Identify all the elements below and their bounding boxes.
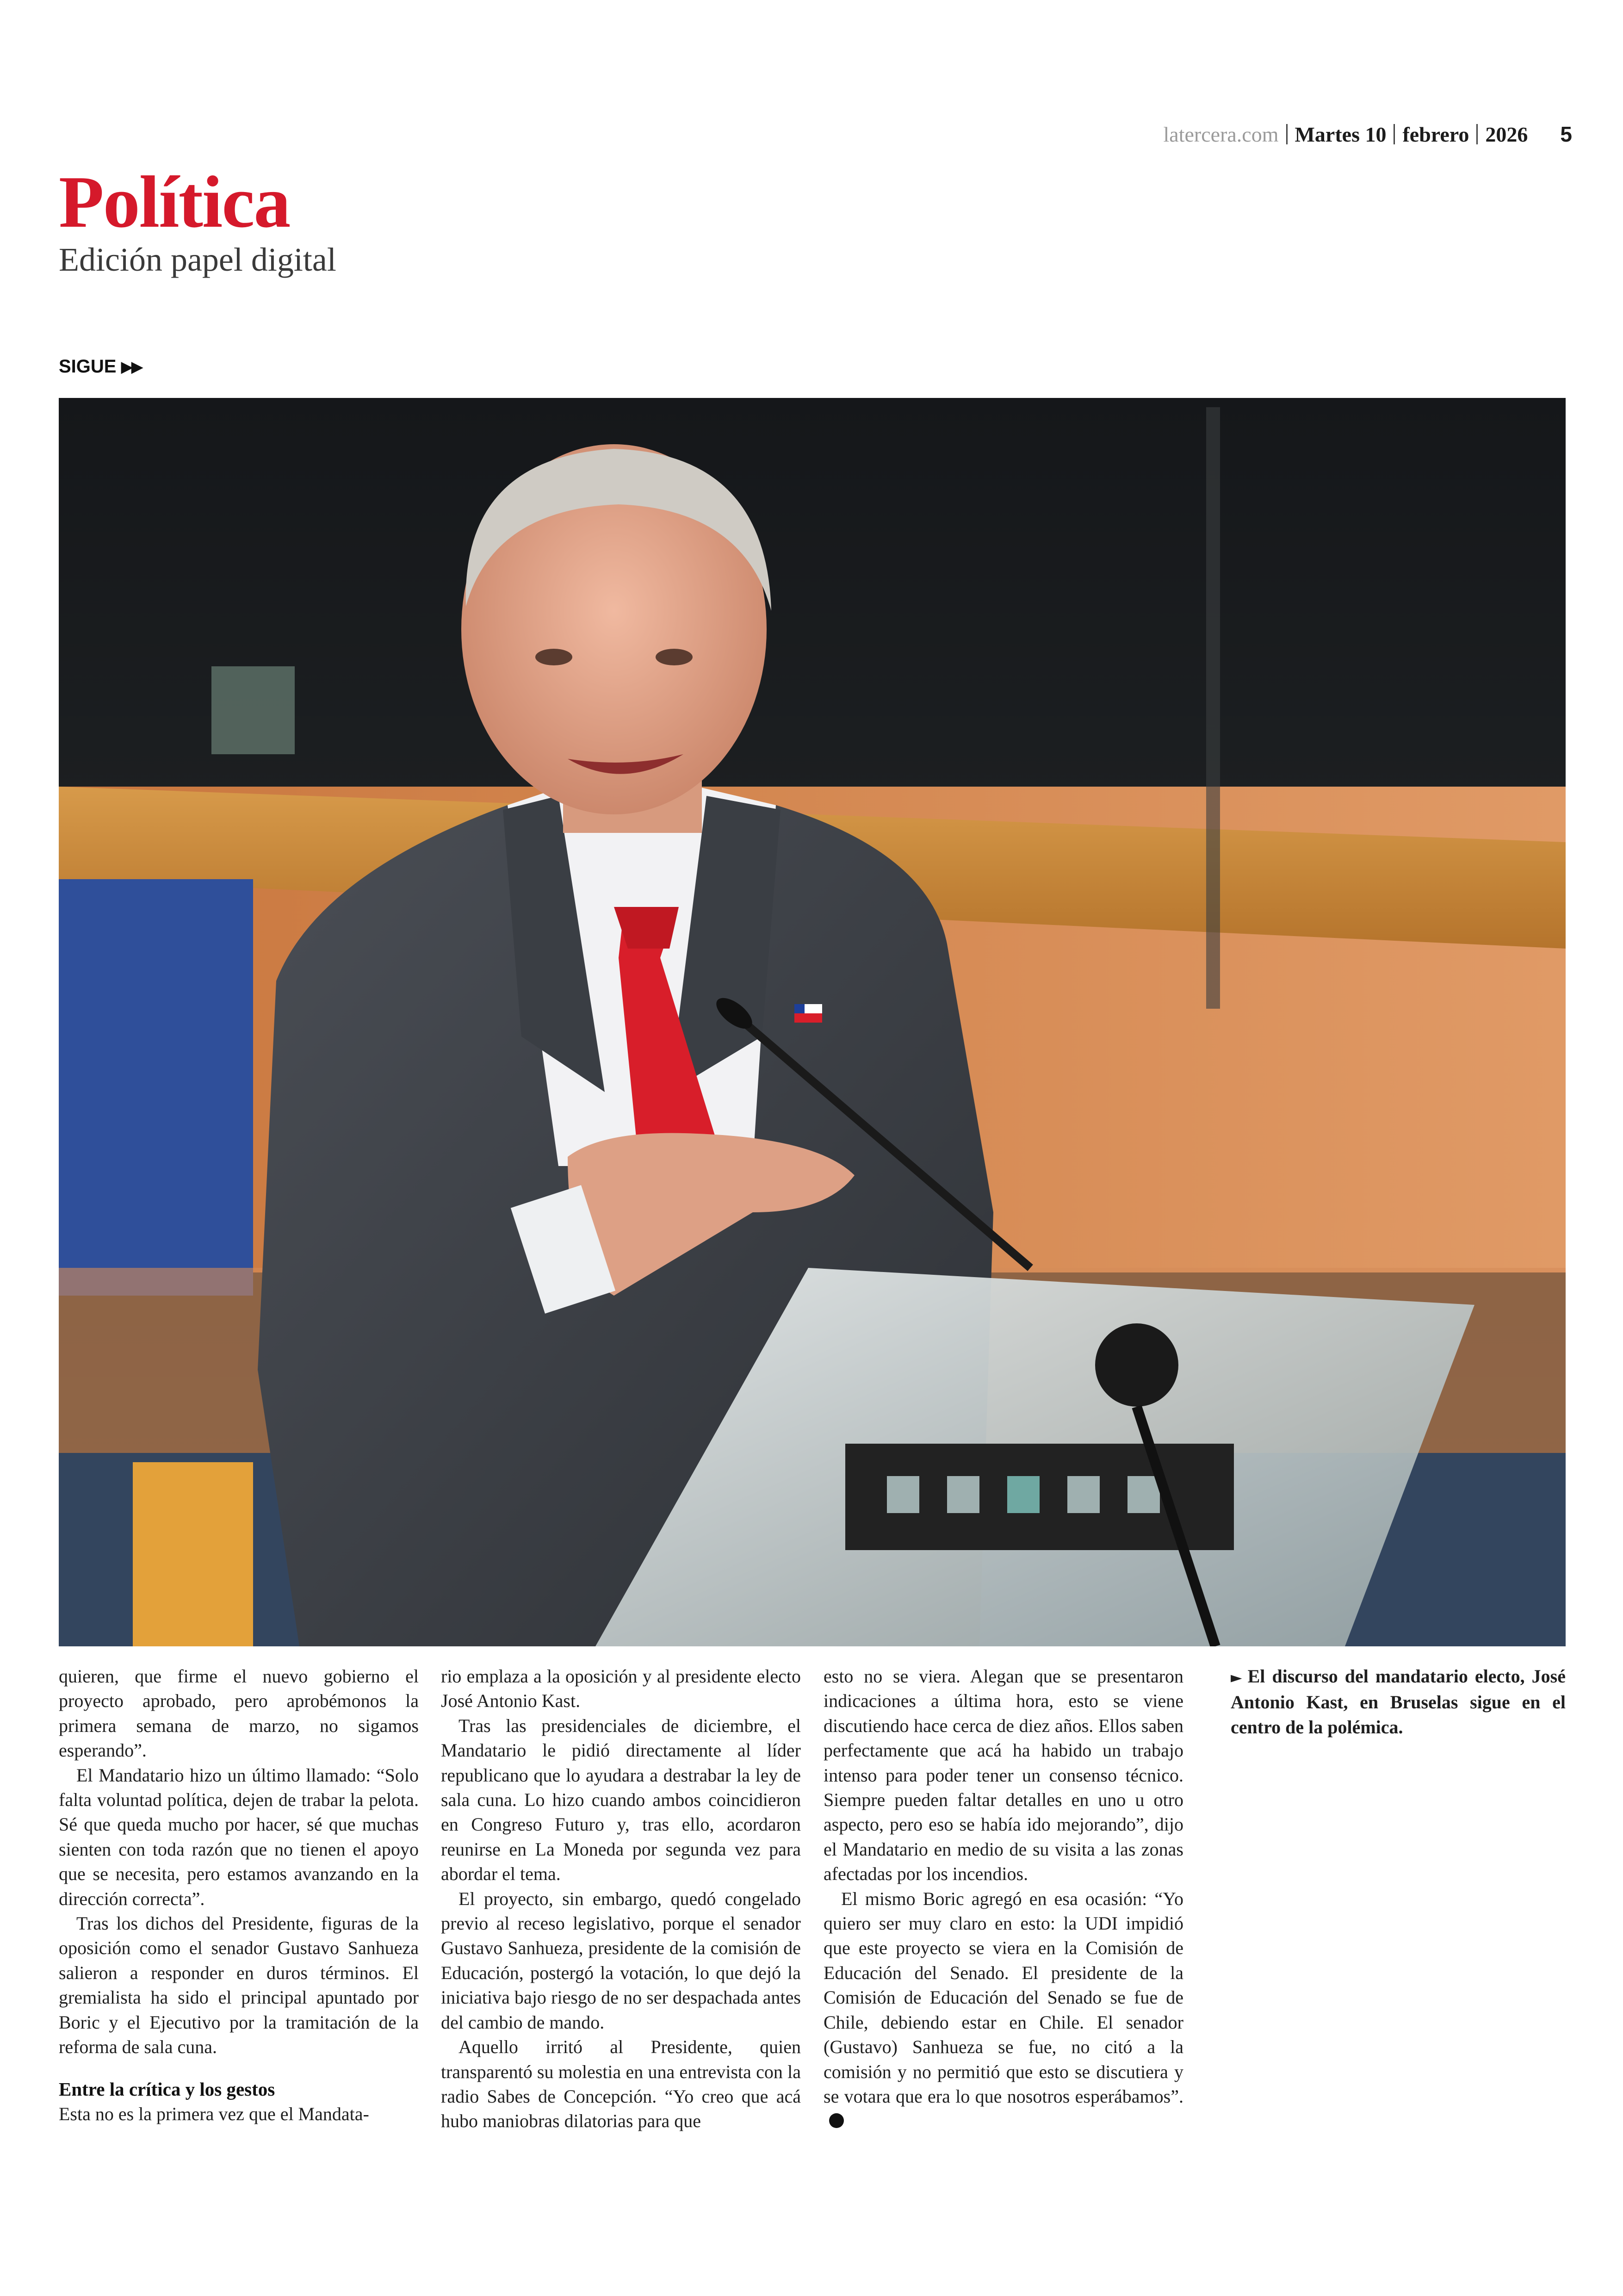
lead-photo (59, 398, 1566, 1646)
lectern-button-3 (1007, 1476, 1040, 1513)
paragraph-text: El mismo Boric agregó en esa ocasión: “Yo quiero ser muy claro en esto: la UDI impidió que este proyecto se viera en la Comisión de Educación del Senado. El presidente de la Comisión de Educación del Senado se fue de Chile, debiendo estar en Chile. El senador (Gustavo) Sanhueza se fue, no citó a la comisión y no permitió que esto se discutiera y se votara que era lo que nosotros esperábamos”. (824, 1888, 1183, 2107)
double-arrow-icon: ▶▶ (121, 358, 142, 376)
section-subtitle: Edición papel digital (59, 241, 336, 278)
end-of-article-icon (829, 2113, 844, 2128)
lectern-button-4 (1067, 1476, 1100, 1513)
caption-arrow-icon: ► (1231, 1669, 1242, 1686)
background-yellow-seat (133, 1462, 253, 1646)
paragraph: Tras las presidenciales de diciembre, el Mandatario le pidió directamente al líder republicano que lo ayudara a destrabar la ley de sala cuna. Lo hizo cuando ambos coincidieron en Congreso Futuro y, tras ello, acordaron reunirse en La Moneda por segunda vez para abordar el tema. (441, 1715, 801, 1885)
folio-divider (1286, 124, 1288, 144)
page-folio (1164, 121, 1572, 145)
flag-pin-blue (794, 1004, 805, 1013)
speaker-illustration (59, 398, 1566, 1646)
paragraph: Aquello irritó al Presidente, quien transparentó su molestia en una entrevista con la radio Sabes de Concepción. “Yo creo que acá hubo maniobras dilatorias para que (441, 2036, 801, 2132)
date-day: Martes 10 (1295, 123, 1387, 146)
microphone-base (1095, 1323, 1178, 1407)
paragraph: El proyecto, sin embargo, quedó congelado previo al receso legislativo, porque el senador Gustavo Sanhueza, presidente de la comisión de Educación, postergó la votación, lo que dejó la iniciativa bajo riesgo de no ser despachada antes del cambio de mando. (441, 1888, 801, 2033)
date-month: febrero (1402, 123, 1469, 146)
folio-divider (1476, 124, 1478, 144)
continue-marker (59, 356, 142, 377)
folio-divider (1394, 124, 1395, 144)
caption-text: El discurso del mandatario electo, José Antonio Kast, en Bruselas sigue en el centro de la polémica. (1231, 1666, 1566, 1738)
background-column (1206, 407, 1220, 1009)
paragraph: El Mandatario hizo un último llamado: “Solo falta voluntad política, dejen de trabar la pelota. Sé que queda mucho por hacer, sé que muchas sienten con toda razón que no tienen el apoyo que se necesita, pero estamos avanzando en la dirección correcta”. (59, 1764, 419, 1909)
paragraph: esto no se viera. Alegan que se presentaron indicaciones a última hora, esto se viene discutiendo hace cerca de diez años. Ellos saben perfectamente que acá ha habido un trabajo intenso para poder tener un consenso técnico. Siempre pueden faltar detalles en uno u otro aspecto, pero eso se había ido mejorando”, dijo el Mandatario en medio de su visita a las zonas afectadas por los incendios. (824, 1666, 1183, 1885)
right-eye (656, 649, 693, 665)
paragraph: quieren, que firme el nuevo gobierno el proyecto aprobado, pero aprobémonos la primera semana de marzo, no sigamos esperando”. (59, 1666, 419, 1761)
photo-caption (1231, 1664, 1566, 1739)
lectern-button-1 (887, 1476, 919, 1513)
date-year: 2026 (1485, 123, 1528, 146)
background-blue-panel (59, 879, 253, 1296)
article-column-2 (441, 1664, 801, 2134)
left-eye (535, 649, 572, 665)
paragraph: rio emplaza a la oposición y al presidente electo José Antonio Kast. (441, 1666, 801, 1712)
lectern-button-2 (947, 1476, 979, 1513)
article-subhead: Entre la crítica y los gestos (59, 2078, 275, 2100)
flag-pin-red (794, 1013, 822, 1023)
article-column-3 (824, 1664, 1183, 2134)
exit-sign (211, 666, 295, 754)
article-column-1 (59, 1664, 419, 2126)
paragraph (824, 1886, 1183, 2134)
site-url[interactable]: latercera.com (1163, 123, 1279, 146)
page-number: 5 (1560, 122, 1572, 146)
section-title: Política (59, 161, 290, 243)
lectern-button-5 (1127, 1476, 1160, 1513)
paragraph: Tras los dichos del Presidente, figuras de la oposición como el senador Gustavo Sanhueza salieron a responder en duros términos. El gremialista ha sido el principal apuntado por Boric y el Ejecutivo por la tramitación de la reforma de sala cuna. (59, 1913, 419, 2058)
continue-label: SIGUE (59, 356, 117, 377)
paragraph: Esta no es la primera vez que el Mandata- (59, 2103, 369, 2124)
